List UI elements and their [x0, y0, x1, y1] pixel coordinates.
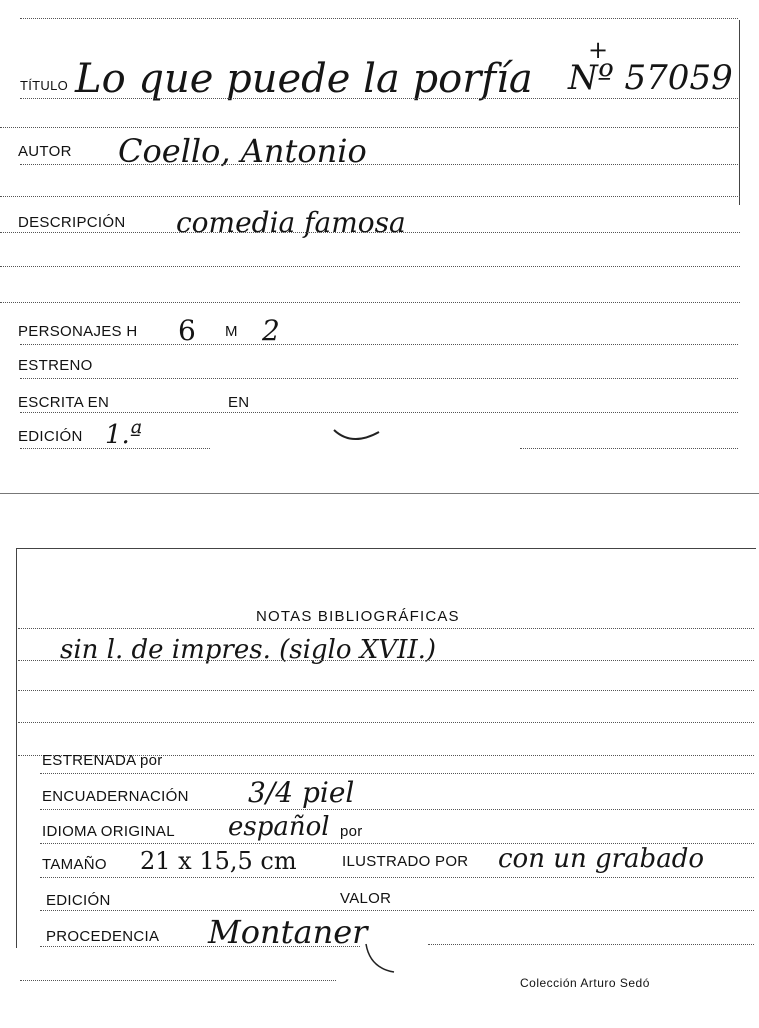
encuadernacion-label: ENCUADERNACIÓN	[42, 788, 189, 805]
bottom-line	[20, 980, 336, 981]
personajes-m-label: M	[225, 323, 238, 340]
valor-label: VALOR	[340, 890, 392, 907]
procedencia-line	[40, 946, 360, 947]
idioma-label: IDIOMA ORIGINAL	[42, 823, 175, 840]
personajes-label: PERSONAJES H	[18, 323, 138, 340]
ilustrado-label: ILUSTRADO POR	[342, 853, 469, 870]
estrenada-label: ESTRENADA por	[42, 752, 163, 769]
autor-value: Coello, Antonio	[118, 132, 367, 170]
notas-note: sin l. de impres. (siglo XVII.)	[60, 635, 437, 665]
personajes-m-value: 2	[262, 314, 280, 347]
titulo-value: Lo que puede la porfía	[75, 56, 533, 102]
titulo-number: Nº 57059	[568, 58, 733, 98]
idioma-por-label: por	[340, 823, 363, 840]
titulo-mark: +	[588, 36, 609, 64]
escrita-label: ESCRITA EN	[18, 394, 110, 411]
tamano-label: TAMAÑO	[42, 856, 107, 873]
estreno-label: ESTRENO	[18, 357, 93, 374]
autor-label: AUTOR	[18, 143, 72, 160]
descripcion-value: comedia famosa	[176, 206, 406, 239]
procedencia-flourish	[0, 540, 759, 1028]
edicion-label: EDICIÓN	[18, 428, 83, 445]
edicion-line-2	[520, 448, 738, 449]
front-card	[0, 0, 759, 495]
titulo-label: TÍTULO	[20, 78, 69, 93]
ilustrado-value: con un grabado	[498, 844, 704, 874]
edicion-value: 1.ª	[105, 420, 143, 450]
descripcion-label: DESCRIPCIÓN	[18, 214, 126, 231]
encuadernacion-value: 3/4 piel	[248, 776, 355, 809]
tamano-value: 21 x 15,5 cm	[140, 847, 297, 875]
back-card	[0, 540, 759, 1028]
notas-heading: NOTAS BIBLIOGRÁFICAS	[256, 608, 460, 625]
procedencia-line-2	[428, 944, 754, 945]
personajes-h-value: 6	[178, 314, 196, 347]
edicion-flourish	[0, 0, 759, 495]
procedencia-label: PROCEDENCIA	[46, 928, 160, 945]
collection-footer: Colección Arturo Sedó	[520, 976, 650, 990]
back-edicion-label: EDICIÓN	[46, 892, 111, 909]
edicion-line	[20, 448, 210, 449]
procedencia-value: Montaner	[208, 913, 368, 951]
idioma-value: español	[228, 812, 330, 842]
escrita-en-label: EN	[228, 394, 250, 411]
